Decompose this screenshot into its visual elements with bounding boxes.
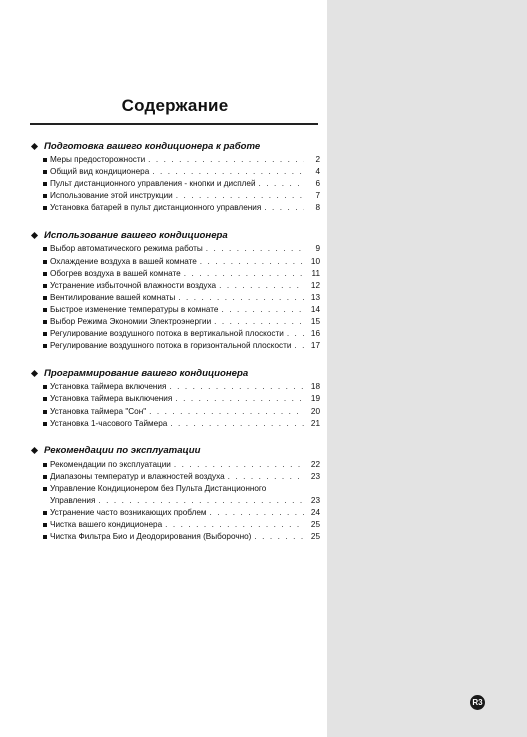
- toc-entry[interactable]: [30, 190, 320, 202]
- section-heading-text: Использование вашего кондиционера: [44, 229, 228, 241]
- toc-entry-text: Установка 1-часового Таймера: [50, 418, 168, 428]
- square-bullet-icon: [43, 463, 47, 467]
- toc-entry[interactable]: [30, 531, 320, 543]
- toc-entry[interactable]: [30, 418, 320, 430]
- toc-page-number: 20: [310, 406, 320, 416]
- toc-entry[interactable]: [30, 256, 320, 268]
- toc-page-number: 23: [310, 495, 320, 505]
- toc-entry-text: Вентилирование вашей комнаты: [50, 292, 176, 302]
- toc-page-number: 15: [310, 317, 320, 327]
- toc-entry-text: Установка таймера включения: [50, 382, 167, 392]
- toc-entry-text: Выбор Режима Экономии Электроэнергии: [50, 317, 212, 327]
- toc-entry[interactable]: [30, 292, 320, 304]
- toc-entry[interactable]: [30, 459, 320, 471]
- section-heading: [30, 228, 320, 242]
- toc-entry[interactable]: [30, 154, 320, 166]
- dot-leader: [206, 243, 304, 255]
- toc-entry-text: Диапазоны температур и влажностей воздуха: [50, 471, 225, 481]
- toc-entry[interactable]: [30, 280, 320, 292]
- dot-leader: [254, 531, 304, 543]
- dot-leader: [176, 190, 304, 202]
- toc-page-number: 9: [315, 244, 320, 254]
- section-heading: [30, 444, 320, 458]
- dot-leader: [259, 178, 304, 190]
- toc-entry-text: Обогрев воздуха в вашей комнате: [50, 268, 181, 278]
- diamond-bullet-icon: [31, 370, 38, 377]
- section-heading-text: Рекомендации по эксплуатации: [44, 445, 201, 457]
- toc-entry-text: Управление Кондиционером без Пульта Дистанционного: [50, 483, 267, 493]
- page-title: Содержание: [121, 96, 229, 115]
- dot-leader: [174, 459, 304, 471]
- toc-page-number: 10: [310, 256, 320, 266]
- side-margin-panel: [327, 0, 527, 737]
- dot-leader: [169, 381, 304, 393]
- diamond-bullet-icon: [31, 232, 38, 239]
- toc-page-number: 17: [310, 341, 320, 351]
- dot-leader: [175, 393, 304, 405]
- toc-entry-text: Пульт дистанционного управления - кнопки и дисплей: [50, 179, 256, 189]
- toc-entry[interactable]: [30, 304, 320, 316]
- toc-entry-text: Регулирование воздушного потока в вертикальной плоскости: [50, 329, 284, 339]
- toc-entry[interactable]: [30, 507, 320, 519]
- toc-page-number: 19: [310, 394, 320, 404]
- dot-leader: [200, 256, 304, 268]
- square-bullet-icon: [43, 194, 47, 198]
- square-bullet-icon: [43, 410, 47, 414]
- toc-entry-text: Управления: [50, 495, 96, 505]
- page-number-badge: R3: [470, 695, 485, 710]
- toc-page-number: 25: [310, 520, 320, 530]
- toc-entry[interactable]: [30, 519, 320, 531]
- section-heading: [30, 366, 320, 380]
- square-bullet-icon: [43, 332, 47, 336]
- square-bullet-icon: [43, 320, 47, 324]
- section-heading-text: Подготовка вашего кондиционера к работе: [44, 140, 261, 152]
- toc-entry-text: Устранение часто возникающих проблем: [50, 508, 207, 518]
- dot-leader: [152, 166, 304, 178]
- dot-leader: [294, 340, 304, 352]
- toc-entry[interactable]: [30, 406, 320, 418]
- square-bullet-icon: [43, 158, 47, 162]
- square-bullet-icon: [43, 535, 47, 539]
- square-bullet-icon: [43, 511, 47, 515]
- toc-section-recommendations: [30, 444, 320, 544]
- square-bullet-icon: [43, 308, 47, 312]
- toc-entry[interactable]: [30, 340, 320, 352]
- toc-page-number: 24: [310, 508, 320, 518]
- toc-entry-text: Охлаждение воздуха в вашей комнате: [50, 256, 197, 266]
- square-bullet-icon: [43, 523, 47, 527]
- toc-entry-text: Использование этой инструкции: [50, 191, 173, 201]
- square-bullet-icon: [43, 344, 47, 348]
- toc-page-number: 7: [315, 191, 320, 201]
- title-rule: [30, 123, 318, 125]
- dot-leader: [149, 406, 304, 418]
- square-bullet-icon: [43, 260, 47, 264]
- toc-page-number: 18: [310, 382, 320, 392]
- toc-page-number: 6: [315, 179, 320, 189]
- toc-entry-text: Установка батарей в пульт дистанционного управления: [50, 203, 262, 213]
- toc-page-number: 11: [311, 268, 320, 278]
- square-bullet-icon: [43, 475, 47, 479]
- toc-page-number: 23: [310, 471, 320, 481]
- toc-entry-text: Рекомендации по эксплуатации: [50, 459, 171, 469]
- toc-section-programming: [30, 366, 320, 429]
- toc-entry[interactable]: [30, 483, 320, 495]
- dot-leader: [210, 507, 304, 519]
- toc-entry[interactable]: [30, 178, 320, 190]
- toc-page-number: 25: [310, 532, 320, 542]
- toc-entry-text: Общий вид кондиционера: [50, 167, 150, 177]
- toc-entry[interactable]: [30, 268, 320, 280]
- toc-page-number: 14: [310, 304, 320, 314]
- dot-leader: [214, 316, 304, 328]
- dot-leader: [184, 268, 304, 280]
- section-heading-text: Программирование вашего кондиционера: [44, 367, 249, 379]
- toc-entry[interactable]: [30, 243, 320, 255]
- square-bullet-icon: [43, 487, 47, 491]
- square-bullet-icon: [43, 296, 47, 300]
- toc-page-number: 22: [310, 459, 320, 469]
- square-bullet-icon: [43, 272, 47, 276]
- dot-leader: [98, 495, 304, 507]
- dot-leader: [219, 280, 304, 292]
- toc-entry[interactable]: [30, 393, 320, 405]
- diamond-bullet-icon: [31, 447, 38, 454]
- dot-leader: [148, 154, 304, 166]
- toc-page-number: 16: [310, 329, 320, 339]
- square-bullet-icon: [43, 284, 47, 288]
- toc-entry-text: Быстрое изменение температуры в комнате: [50, 304, 219, 314]
- dot-leader: [221, 304, 304, 316]
- square-bullet-icon: [43, 247, 47, 251]
- diamond-bullet-icon: [31, 142, 38, 149]
- toc-entry[interactable]: [30, 202, 320, 214]
- toc-entry[interactable]: [30, 381, 320, 393]
- toc-entry-text: Установка таймера "Сон": [50, 406, 147, 416]
- toc-entry[interactable]: [30, 166, 320, 178]
- toc-entry[interactable]: [30, 471, 320, 483]
- toc-page-number: 12: [310, 280, 320, 290]
- square-bullet-icon: [43, 385, 47, 389]
- toc-entry-text: Установка таймера выключения: [50, 394, 173, 404]
- dot-leader: [287, 328, 304, 340]
- toc-section-preparation: [30, 139, 320, 214]
- square-bullet-icon: [43, 170, 47, 174]
- toc-entry-text: Меры предосторожности: [50, 155, 146, 164]
- toc-section-usage: [30, 228, 320, 352]
- dot-leader: [264, 202, 304, 214]
- toc-page-number: 2: [315, 155, 320, 164]
- toc-page-number: 8: [315, 203, 320, 213]
- toc-entry-text: Устранение избыточной влажности воздуха: [50, 280, 217, 290]
- square-bullet-icon: [43, 422, 47, 426]
- square-bullet-icon: [43, 206, 47, 210]
- square-bullet-icon: [43, 182, 47, 186]
- toc-page-number: 4: [315, 167, 320, 177]
- dot-leader: [228, 471, 304, 483]
- section-heading: [30, 139, 320, 153]
- dot-leader: [165, 519, 304, 531]
- toc-entry-text: Выбор автоматического режима работы: [50, 244, 203, 254]
- toc-entry-text: Регулирование воздушного потока в горизонтальной плоскости: [50, 341, 292, 351]
- toc-entry[interactable]: [30, 316, 320, 328]
- toc-page-number: 13: [310, 292, 320, 302]
- dot-leader: [170, 418, 304, 430]
- dot-leader: [178, 292, 304, 304]
- square-bullet-icon: [43, 397, 47, 401]
- toc-entry[interactable]: [30, 328, 320, 340]
- table-of-contents: [30, 139, 320, 557]
- toc-entry-text: Чистка Фильтра Био и Деодорирования (Выборочно): [50, 532, 252, 542]
- toc-entry-continuation[interactable]: [30, 495, 320, 507]
- toc-page-number: 21: [310, 418, 320, 428]
- toc-entry-text: Чистка вашего кондиционера: [50, 520, 163, 530]
